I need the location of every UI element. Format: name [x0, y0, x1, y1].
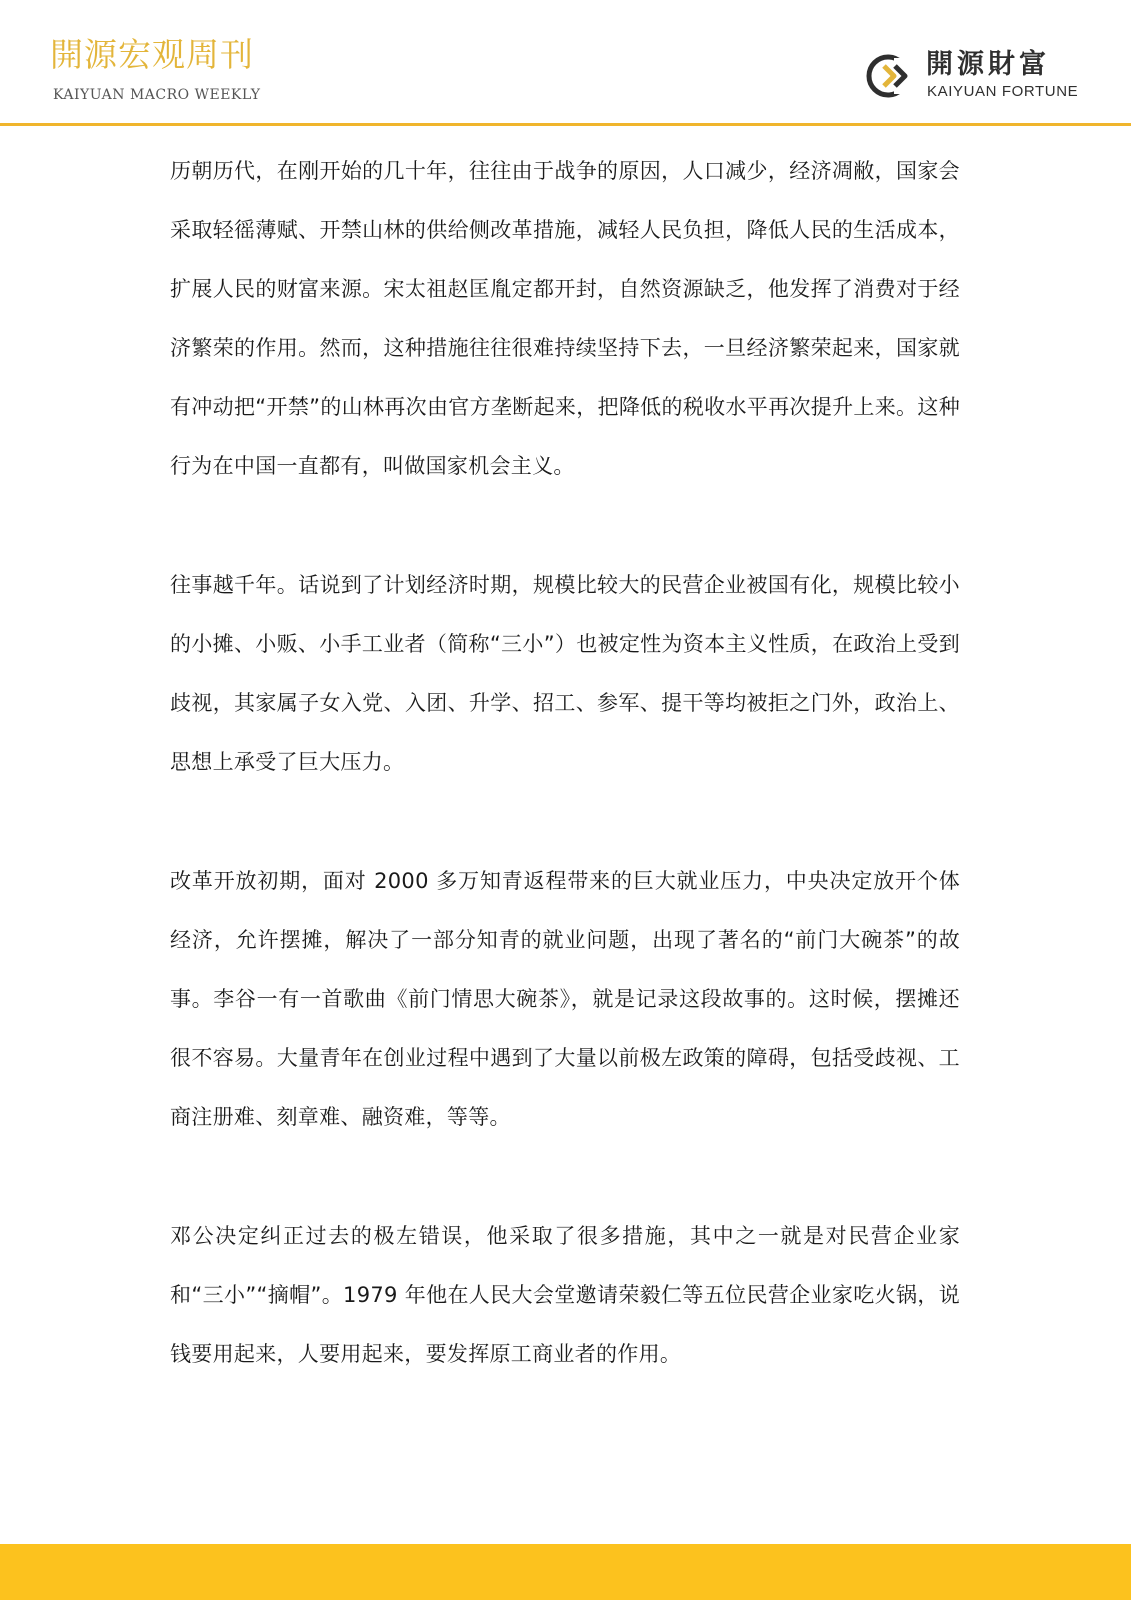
body-paragraph: 邓公决定纠正过去的极左错误，他采取了很多措施，其中之一就是对民营企业家和“三小”“摘帽”。1979 年他在人民大会堂邀请荣毅仁等五位民营企业家吃火锅，说钱要用起来，人要用起来，要发挥原工商业者的作用。 [170, 1224, 960, 1366]
logo-english-text: KAIYUAN FORTUNE [927, 83, 1079, 100]
body-paragraph: 历朝历代，在刚开始的几十年，往往由于战争的原因，人口减少，经济凋敝，国家会采取轻徭薄赋、开禁山林的供给侧改革措施，减轻人民负担，降低人民的生活成本，扩展人民的财富来源。宋太祖赵匡胤定都开封，自然资源缺乏，他发挥了消费对于经济繁荣的作用。然而，这种措施往往很难持续坚持下去，一旦经济繁荣起来，国家就有冲动把“开禁”的山林再次由官方垄断起来，把降低的税收水平再次提升上来。这种行为在中国一直都有，叫做国家机会主义。 [170, 159, 960, 478]
logo-mark-icon [864, 50, 916, 102]
publication-subtitle: KAIYUAN MACRO WEEKLY [53, 87, 261, 103]
kaiyuan-fortune-logo [864, 50, 1104, 110]
logo-chinese-text: 開源財富 [926, 49, 1050, 80]
footer-band [0, 1544, 1131, 1600]
page-header [0, 0, 1131, 126]
header-divider [0, 123, 1131, 126]
publication-title: 開源宏观周刊 [50, 35, 254, 74]
body-paragraph: 往事越千年。话说到了计划经济时期，规模比较大的民营企业被国有化，规模比较小的小摊、小贩、小手工业者（简称“三小”）也被定性为资本主义性质，在政治上受到歧视，其家属子女入党、入团、升学、招工、参军、提干等均被拒之门外，政治上、思想上承受了巨大压力。 [170, 573, 960, 774]
article-body [170, 142, 960, 1444]
body-paragraph: 改革开放初期，面对 2000 多万知青返程带来的巨大就业压力，中央决定放开个体经济，允许摆摊，解决了一部分知青的就业问题，出现了著名的“前门大碗茶”的故事。李谷一有一首歌曲《前门情思大碗茶》，就是记录这段故事的。这时候，摆摊还很不容易。大量青年在创业过程中遇到了大量以前极左政策的障碍，包括受歧视、工商注册难、刻章难、融资难，等等。 [170, 869, 960, 1129]
